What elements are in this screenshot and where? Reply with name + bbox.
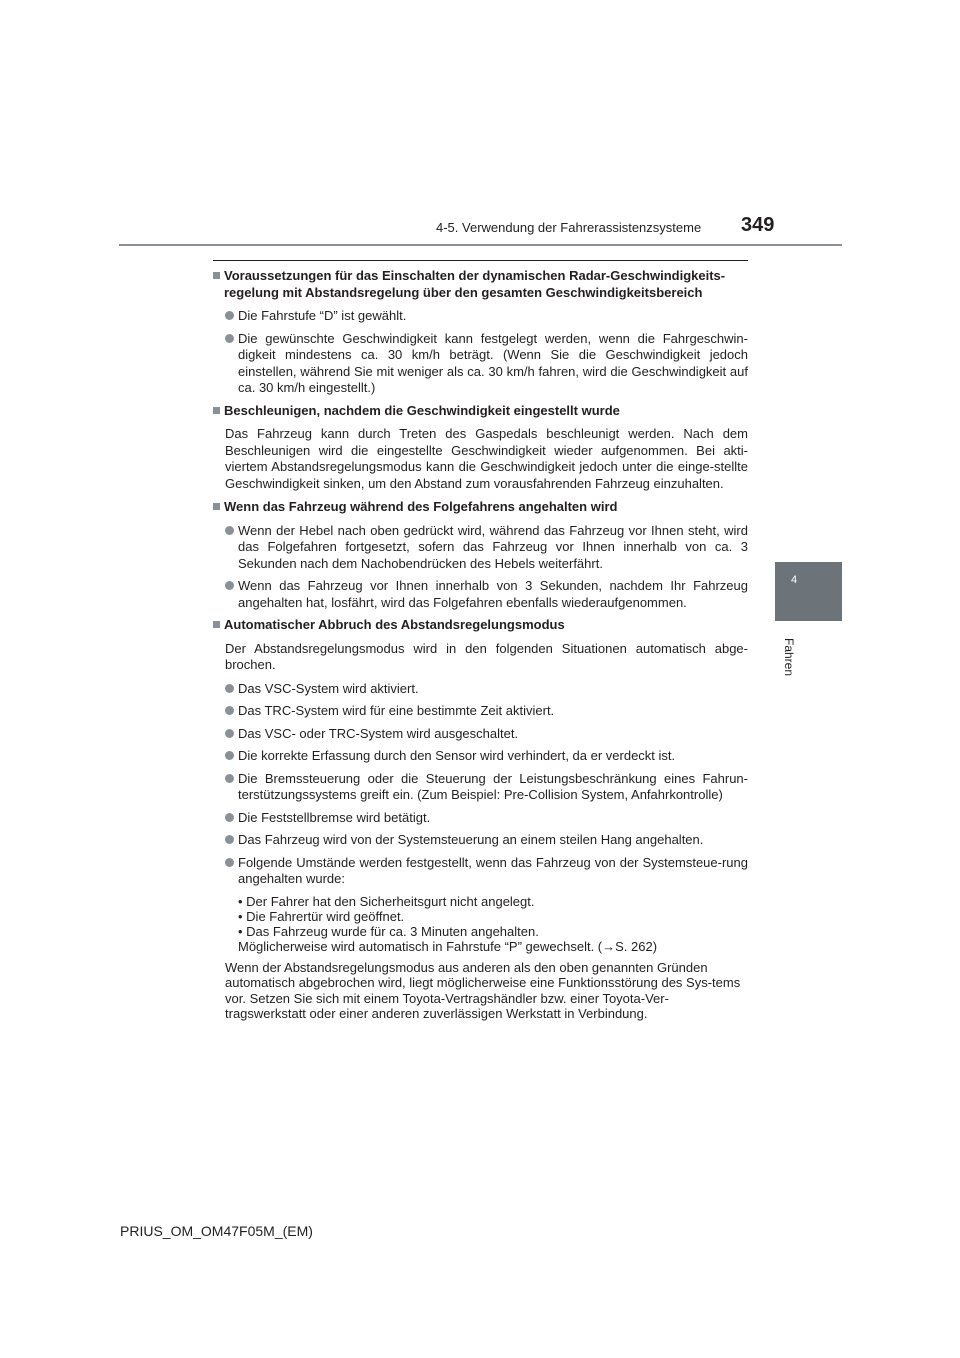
round-bullet-icon [225,334,234,343]
chapter-number: 4 [791,574,798,586]
chapter-label-wrap [782,630,800,690]
page-content [213,268,748,1022]
document-footer: PRIUS_OM_OM47F05M_(EM) [120,1223,313,1239]
round-bullet-icon [225,774,234,783]
round-bullet-icon [225,835,234,844]
round-bullet-icon [225,706,234,715]
sub-list [238,894,748,954]
round-bullet-icon [225,311,234,320]
closing-paragraph: Wenn der Abstandsregelungsmodus aus anderen als den oben genannten Gründen automatisch abgebrochen wird, liegt möglicherweise eine Funktionsstörung des Sys-tems vor. Setzen Sie sich mit einem Toyota-Vertragshändler bzw. einer Toyota-Ver-tragswerkstatt oder einer anderen zuverlässigen Werkstatt in Verbindung. [225,959,741,1021]
page-number: 349 [741,214,775,236]
sub-list-item: • Das Fahrzeug wurde für ca. 3 Minuten angehalten. [238,923,539,939]
heading-line: Voraussetzungen für das Einschalten der dynamischen Radar-Geschwindigkeits- [224,268,726,283]
round-bullet-icon [225,729,234,738]
list-item: Die Fahrstufe “D” ist gewählt. [225,308,748,325]
list-item: Die Feststellbremse wird betätigt. [225,810,748,827]
list-item: Die gewünschte Geschwindigkeit kann festgelegt werden, wenn die Fahrgeschwin-digkeit mindestens ca. 30 km/h beträgt. (Wenn Sie die Geschwindigkeit jedoch einstellen, während Sie mit weniger als ca. 30 km/h fahren, wird die Geschwindigkeit auf ca. 30 km/h eingestellt.) [225,331,748,397]
header-rule [119,244,842,246]
section-heading: Wenn das Fahrzeug während des Folgefahrens angehalten wird [213,499,748,516]
list-item: Die Bremssteuerung oder die Steuerung der Leistungsbeschränkung eines Fahrun-terstützungssystems greift ein. (Zum Beispiel: Pre-Collision System, Anfahrkontrolle) [225,771,748,804]
round-bullet-icon [225,813,234,822]
section-heading [213,268,748,301]
chapter-tab[interactable] [775,562,842,621]
square-bullet-icon [213,272,220,279]
list-item: Die korrekte Erfassung durch den Sensor wird verhindert, da er verdeckt ist. [225,748,748,765]
square-bullet-icon [213,503,220,510]
square-bullet-icon [213,407,220,414]
round-bullet-icon [225,581,234,590]
round-bullet-icon [225,858,234,867]
square-bullet-icon [213,621,220,628]
round-bullet-icon [225,684,234,693]
list-item: Das Fahrzeug wird von der Systemsteuerung an einem steilen Hang angehalten. [225,832,748,849]
section-heading: Beschleunigen, nachdem die Geschwindigkeit eingestellt wurde [213,403,748,420]
list-item: Folgende Umstände werden festgestellt, wenn das Fahrzeug von der Systemsteue-rung angehalten wurde: [225,855,748,888]
sub-list-item: • Der Fahrer hat den Sicherheitsgurt nicht angelegt. [238,893,535,909]
paragraph: Das Fahrzeug kann durch Treten des Gaspedals beschleunigt werden. Nach dem Beschleunigen wird die eingestellte Geschwindigkeit wieder aufgenommen. Bei akti-viertem Abstandsregelungsmodus kann die Geschwindigkeit jedoch unter die einge-stellte Geschwindigkeit sinken, um den Abstand zum vorausfahrenden Fahrzeug einzuhalten. [225,426,748,491]
chapter-label: Fahren [782,637,797,677]
list-item: Das VSC-System wird aktiviert. [225,681,748,698]
list-item: Das VSC- oder TRC-System wird ausgeschaltet. [225,726,748,743]
list-item: Wenn der Hebel nach oben gedrückt wird, während das Fahrzeug vor Ihnen steht, wird das Folgefahren fortgesetzt, sofern das Fahrzeug vor Ihnen innerhalb von ca. 3 Sekunden nach dem Nachobendrücken des Hebels weiterfährt. [225,523,748,573]
section-heading: Automatischer Abbruch des Abstandsregelungsmodus [213,617,748,634]
round-bullet-icon [225,526,234,535]
round-bullet-icon [225,751,234,760]
list-item: Wenn das Fahrzeug vor Ihnen innerhalb von 3 Sekunden, nachdem Ihr Fahrzeug angehalten hat, losfährt, wird das Folgefahren ebenfalls wiederaufgenommen. [225,578,748,611]
section-title: 4-5. Verwendung der Fahrerassistenzsysteme [436,220,702,235]
heading-line: regelung mit Abstandsregelung über den gesamten Geschwindigkeitsbereich [224,284,703,300]
paragraph: Der Abstandsregelungsmodus wird in den folgenden Situationen automatisch abge-brochen. [225,640,748,672]
sub-list-note: Möglicherweise wird automatisch in Fahrstufe “P” gewechselt. (→S. 262) [238,938,658,954]
sub-list-item: • Die Fahrertür wird geöffnet. [238,908,405,924]
list-item: Das TRC-System wird für eine bestimmte Zeit aktiviert. [225,703,748,720]
content-top-rule [213,260,748,261]
